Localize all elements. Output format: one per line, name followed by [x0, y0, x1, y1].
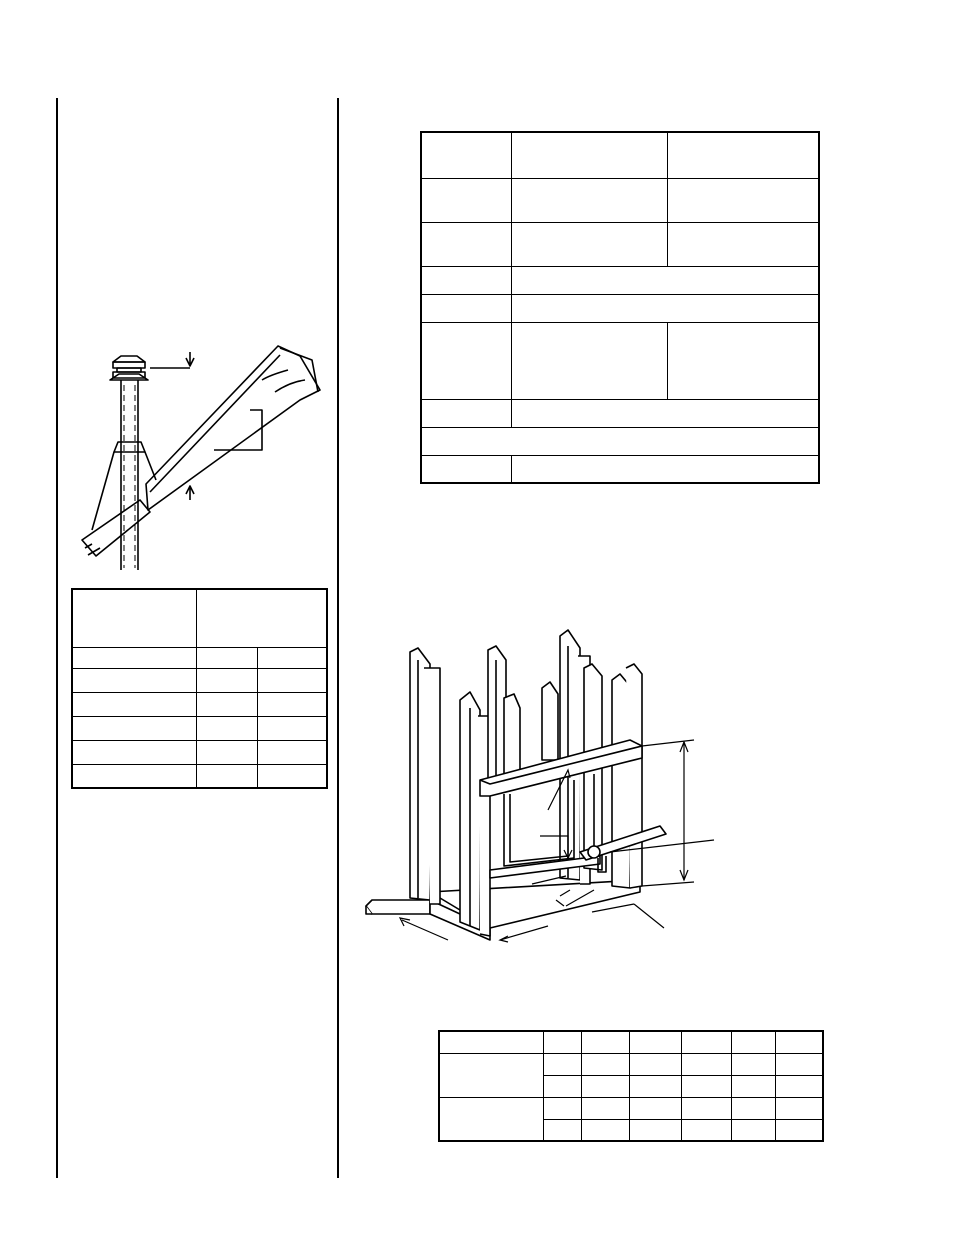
roof-table-row — [72, 692, 196, 716]
roof-table-row — [72, 764, 196, 788]
roof-table-header-pitch — [72, 589, 196, 647]
dim-table-cell — [543, 1053, 581, 1075]
dim-table-row-label — [439, 1053, 543, 1097]
dim-table-cell — [629, 1097, 681, 1119]
dim-table-cell — [581, 1075, 629, 1097]
dim-table-cell — [629, 1119, 681, 1141]
roof-table-header-height — [196, 589, 327, 647]
dim-table-cell — [543, 1075, 581, 1097]
roof-table-row — [72, 716, 196, 740]
spec-table-cell — [667, 222, 819, 266]
specification-table — [420, 131, 820, 484]
spec-table-cell — [667, 178, 819, 222]
dim-table-header — [581, 1031, 629, 1053]
dim-table-cell — [629, 1075, 681, 1097]
spec-table-cell — [511, 294, 819, 322]
spec-table-cell — [511, 322, 667, 399]
spec-table-cell — [511, 132, 667, 178]
roof-clearance-table — [71, 588, 328, 789]
spec-table-cell — [511, 178, 667, 222]
spec-table-cell — [421, 455, 511, 483]
dim-table-cell — [731, 1053, 775, 1075]
spec-table-cell — [667, 132, 819, 178]
roof-table-subheader-b — [257, 647, 327, 668]
spec-table-cell — [421, 222, 511, 266]
dim-table-cell — [731, 1075, 775, 1097]
dim-table-header — [543, 1031, 581, 1053]
spec-table-cell — [511, 222, 667, 266]
dim-table-cell — [543, 1119, 581, 1141]
roof-vent-illustration — [70, 340, 330, 580]
dim-table-cell — [581, 1119, 629, 1141]
dim-table-cell — [731, 1097, 775, 1119]
spec-table-cell — [421, 266, 511, 294]
dim-table-cell — [775, 1075, 823, 1097]
left-margin-rule — [56, 98, 58, 1178]
dim-table-cell — [543, 1097, 581, 1119]
roof-table-subheader-a — [196, 647, 257, 668]
dim-table-cell — [581, 1097, 629, 1119]
dim-table-header — [439, 1031, 543, 1053]
dim-table-cell — [775, 1097, 823, 1119]
roof-table-row — [72, 740, 196, 764]
column-divider-rule — [337, 98, 339, 1178]
dim-table-header — [681, 1031, 731, 1053]
dim-table-header — [775, 1031, 823, 1053]
dim-table-cell — [581, 1053, 629, 1075]
dim-table-row-label — [439, 1097, 543, 1141]
spec-table-cell — [421, 322, 511, 399]
dim-table-cell — [775, 1119, 823, 1141]
dim-table-cell — [731, 1119, 775, 1141]
spec-table-cell — [511, 455, 819, 483]
dimension-table — [438, 1030, 824, 1142]
roof-table-row — [72, 668, 196, 692]
dim-table-cell — [681, 1053, 731, 1075]
spec-table-cell — [511, 399, 819, 427]
dim-table-header — [629, 1031, 681, 1053]
dim-table-cell — [681, 1075, 731, 1097]
roof-table-subheader-blank — [72, 647, 196, 668]
spec-table-cell — [421, 399, 511, 427]
spec-table-cell — [421, 178, 511, 222]
dim-table-header — [731, 1031, 775, 1053]
spec-table-cell — [667, 322, 819, 399]
spec-table-cell — [421, 294, 511, 322]
dim-table-cell — [681, 1097, 731, 1119]
spec-table-cell — [421, 132, 511, 178]
framing-illustration — [362, 628, 722, 958]
dim-table-cell — [681, 1119, 731, 1141]
spec-table-cell — [511, 266, 819, 294]
spec-table-cell — [421, 427, 819, 455]
dim-table-cell — [629, 1053, 681, 1075]
dim-table-cell — [775, 1053, 823, 1075]
